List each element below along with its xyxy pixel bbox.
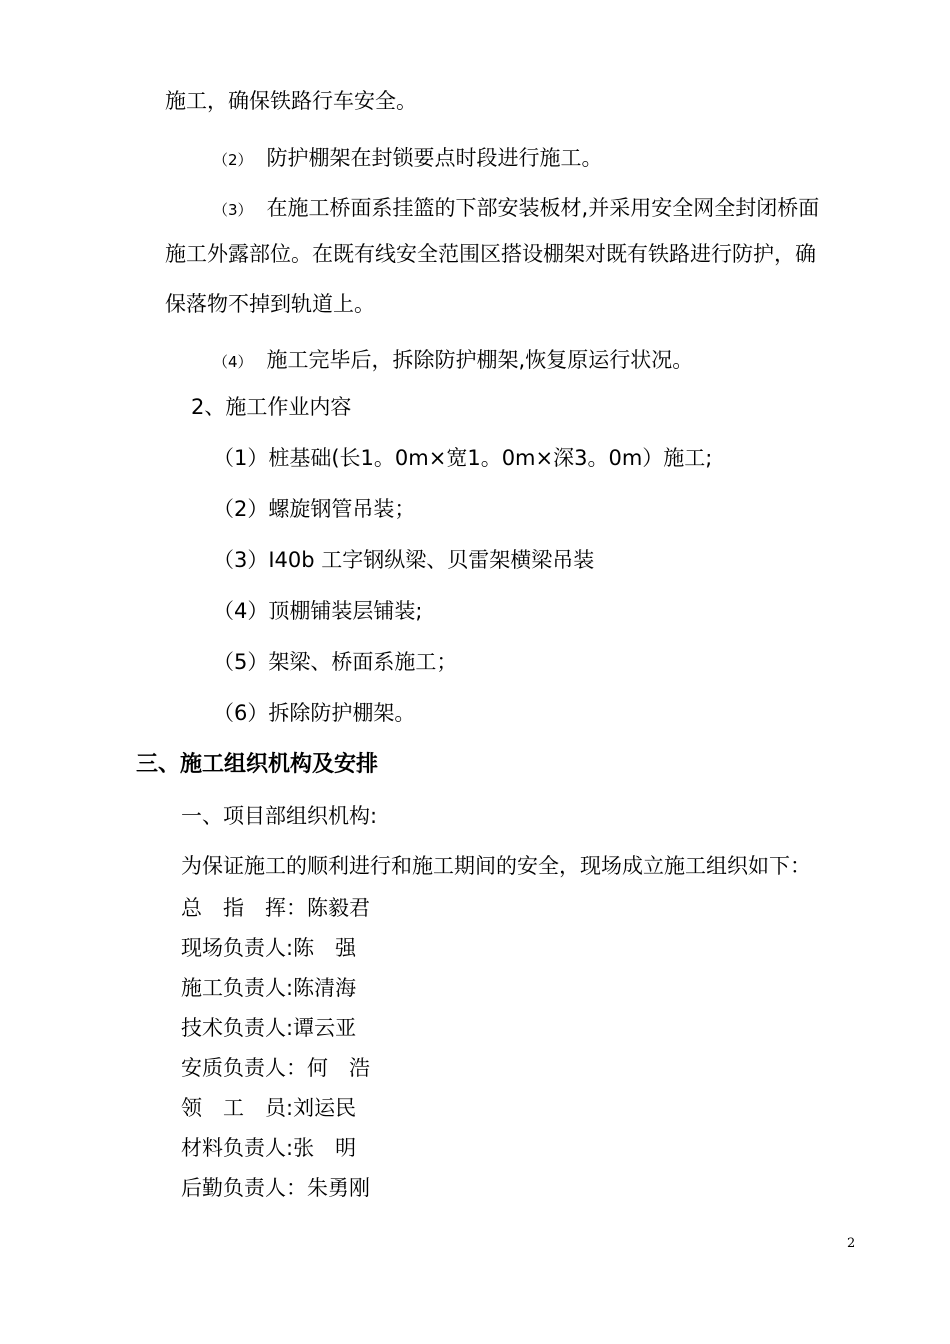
role-line: 领 工 员:刘运民 (181, 1096, 357, 1120)
item-number: （4） (213, 353, 253, 371)
role-line: 安质负责人：何 浩 (181, 1056, 370, 1080)
item-number: （3） (213, 201, 253, 219)
work-item: （4）顶棚铺装层铺装; (213, 599, 423, 623)
work-item: （3）I40b 工字钢纵梁、贝雷架横梁吊装 (213, 548, 595, 572)
page-number: 2 (847, 1236, 856, 1251)
item-text: 在施工桥面系挂篮的下部安装板材,并采用安全网全封闭桥面 (266, 196, 820, 220)
role-line: 技术负责人:谭云亚 (181, 1016, 357, 1040)
paragraph-line: 施工，确保铁路行车安全。 (165, 89, 417, 113)
section-heading: 2、施工作业内容 (191, 395, 352, 419)
list-item (213, 193, 819, 225)
work-item: （5）架梁、桥面系施工； (213, 650, 458, 674)
subsection-heading: 一、项目部组织机构: (181, 804, 378, 828)
paragraph-line: 施工外露部位。在既有线安全范围区搭设棚架对既有铁路进行防护，确 (165, 242, 816, 266)
list-item (213, 143, 603, 175)
role-line: 施工负责人:陈清海 (181, 976, 357, 1000)
item-text: 防护棚架在封锁要点时段进行施工。 (266, 146, 603, 170)
chapter-heading: 三、施工组织机构及安排 (136, 752, 379, 777)
paragraph-line: 为保证施工的顺利进行和施工期间的安全，现场成立施工组织如下： (181, 854, 811, 878)
role-line: 现场负责人:陈 强 (181, 936, 357, 960)
role-line: 总 指 挥：陈毅君 (181, 896, 370, 920)
paragraph-line: 保落物不掉到轨道上。 (165, 292, 375, 316)
work-item: （1）桩基础(长1。0m×宽1。0m×深3。0m）施工; (213, 446, 713, 470)
list-item (213, 345, 693, 377)
role-line: 后勤负责人：朱勇刚 (181, 1176, 370, 1200)
item-number: （2） (213, 151, 253, 169)
role-line: 材料负责人:张 明 (181, 1136, 357, 1160)
work-item: （6）拆除防护棚架。 (213, 701, 416, 725)
item-text: 施工完毕后，拆除防护棚架,恢复原运行状况。 (266, 348, 694, 372)
work-item: （2）螺旋钢管吊装； (213, 497, 416, 521)
